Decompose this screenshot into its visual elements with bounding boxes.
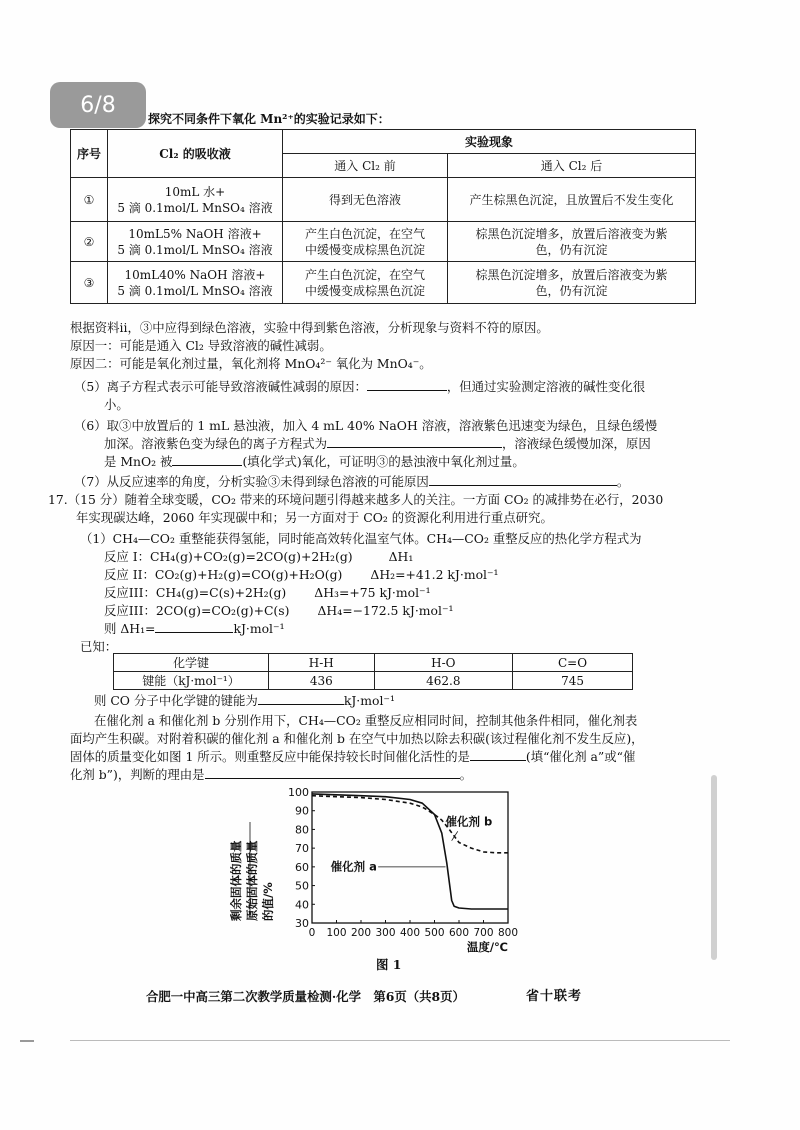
- row-before: 产生白色沉淀，在空气 中缓慢变成棕黑色沉淀: [283, 222, 448, 262]
- row-no: ③: [71, 262, 108, 304]
- row-no: ②: [71, 222, 108, 262]
- question-7: （7）从反应速率的角度，分析实验③未得到绿色溶液的可能原因 。: [74, 474, 630, 489]
- row-absorb: 10mL5% NaOH 溶液+ 5 滴 0.1mol/L MnSO₄ 溶液: [108, 222, 283, 262]
- series-line-catalyst-a: [312, 794, 508, 909]
- y-tick-label: 50: [295, 879, 309, 893]
- th-no: 序号: [71, 130, 108, 178]
- delta-h1-line: 则 ΔH₁= kJ·mol⁻¹: [104, 621, 285, 636]
- bond-cell: 键能（kJ·mol⁻¹）: [114, 672, 269, 690]
- mass-temperature-chart: [220, 780, 530, 960]
- x-tick-label: 700: [473, 927, 494, 939]
- y-axis-label: 原始固体的质量: [245, 840, 259, 921]
- th-after: 通入 Cl₂ 后: [448, 154, 696, 178]
- divider: [20, 1040, 34, 1042]
- text-line: 原因一：可能是通入 Cl₂ 导致溶液的碱性减弱。: [70, 338, 332, 353]
- problem-17: 17.（15 分）随着全球变暖，CO₂ 带来的环境问题引得越来越多人的关注。一方面 CO₂ 的减排势在必行，2030: [48, 492, 664, 507]
- row-absorb: 10mL 水+ 5 滴 0.1mol/L MnSO₄ 溶液: [108, 178, 283, 222]
- answer-blank[interactable]: [205, 766, 460, 779]
- text-line: 面均产生积碳。对附着积碳的催化剂 a 和催化剂 b 在空气中加热以除去积碳(该过程催化剂不发生反应)，: [70, 731, 644, 746]
- table-row: [71, 262, 696, 304]
- co-bond-line: 则 CO 分子中化学键的键能为 kJ·mol⁻¹: [94, 693, 395, 708]
- text-line: 化剂 b”)，判断的理由是 。: [70, 767, 472, 782]
- x-tick-label: 800: [497, 927, 519, 939]
- answer-blank[interactable]: [155, 620, 233, 633]
- row-after: 棕黑色沉淀增多，放置后溶液变为紫 色，仍有沉淀: [448, 222, 696, 262]
- answer-blank[interactable]: [258, 692, 344, 705]
- bond-header: 化学键: [114, 654, 269, 672]
- bond-header: H-O: [374, 654, 513, 672]
- row-before: 得到无色溶液: [283, 178, 448, 222]
- row-after: 棕黑色沉淀增多，放置后溶液变为紫 色，仍有沉淀: [448, 262, 696, 304]
- page-counter-badge: 6/8: [50, 82, 146, 128]
- text-line: 年实现碳达峰，2060 年实现碳中和；另一方面对于 CO₂ 的资源化利用进行重点研究。: [76, 510, 553, 525]
- table-row: [71, 178, 696, 222]
- bond-cell: 436: [269, 672, 375, 690]
- question-1: （1）CH₄—CO₂ 重整能获得氢能，同时能高效转化温室气体。CH₄—CO₂ 重整反应的热化学方程式为: [80, 531, 642, 546]
- x-tick-label: 100: [326, 927, 347, 939]
- plot-frame: [312, 792, 508, 923]
- leader-line-b: [452, 831, 458, 840]
- y-tick-label: 70: [295, 842, 309, 856]
- text-line: 小。: [104, 397, 129, 412]
- x-axis-label: 温度/℃: [466, 940, 508, 954]
- y-axis-title: [229, 822, 275, 921]
- question-6: （6）取③中放置后的 1 mL 悬浊液，加入 4 mL 40% NaOH 溶液，溶液紫色迅速变为绿色，且绿色缓慢: [74, 418, 658, 433]
- known-label: 已知：: [80, 639, 118, 654]
- text-line: 是 MnO₂ 被 (填化学式)氧化，可证明③的悬浊液中氧化剂过量。: [104, 454, 525, 469]
- intro-line: 探究不同条件下氧化 Mn²⁺的实验记录如下：: [148, 112, 390, 126]
- y-tick-label: 30: [295, 917, 309, 930]
- scrollbar[interactable]: [711, 775, 717, 960]
- y-tick-label: 90: [295, 804, 309, 818]
- x-tick-label: 500: [424, 927, 445, 939]
- x-tick-label: 200: [350, 927, 372, 939]
- row-no: ①: [71, 178, 108, 222]
- text-line: 在催化剂 a 和催化剂 b 分别作用下，CH₄—CO₂ 重整反应相同时间，控制其他条件相同，催化剂表: [94, 713, 638, 728]
- text-line: 加深。溶液紫色变为绿色的离子方程式为 ，溶液绿色缓慢加深，原因: [104, 436, 651, 451]
- answer-blank[interactable]: [172, 453, 242, 466]
- reaction-2: 反应 II：CO₂(g)+H₂(g)=CO(g)+H₂O(g) ΔH₂=+41.2 kJ·mol⁻¹: [104, 567, 499, 582]
- answer-blank[interactable]: [327, 435, 502, 448]
- figure-caption: 图 1: [376, 957, 402, 972]
- row-before: 产生白色沉淀，在空气 中缓慢变成棕黑色沉淀: [283, 262, 448, 304]
- legend-catalyst-b: 催化剂 b: [445, 814, 493, 829]
- x-tick-label: 300: [375, 927, 396, 939]
- divider: [70, 1040, 730, 1041]
- row-after: 产生棕黑色沉淀，且放置后不发生变化: [448, 178, 696, 222]
- th-before: 通入 Cl₂ 前: [283, 154, 448, 178]
- bond-header: H-H: [269, 654, 375, 672]
- answer-blank[interactable]: [470, 748, 526, 761]
- stamp-text: 省十联考: [526, 989, 583, 1004]
- x-tick-label: 0: [308, 927, 316, 939]
- reaction-1: 反应 I：CH₄(g)+CO₂(g)=2CO(g)+2H₂(g) ΔH₁: [104, 549, 414, 564]
- text-line: 原因二：可能是氧化剂过量，氧化剂将 MnO₄²⁻ 氧化为 MnO₄⁻。: [70, 356, 432, 371]
- text-line: 固体的质量变化如图 1 所示。则重整反应中能保持较长时间催化活性的是 (填“催化剂 a”或“催: [70, 749, 636, 764]
- y-axis-label: 剩余固体的质量: [229, 840, 243, 921]
- experiment-table: [70, 129, 696, 304]
- y-axis-label: 的值/%: [261, 882, 275, 921]
- answer-blank[interactable]: [429, 473, 617, 486]
- bond-cell: 462.8: [374, 672, 513, 690]
- y-tick-label: 100: [288, 786, 309, 799]
- reaction-3: 反应III：CH₄(g)=C(s)+2H₂(g) ΔH₃=+75 kJ·mol⁻¹: [104, 585, 431, 600]
- x-tick-label: 600: [448, 927, 470, 939]
- legend-catalyst-a: 催化剂 a: [330, 859, 377, 874]
- th-phenomenon: 实验现象: [283, 130, 696, 154]
- answer-blank[interactable]: [367, 378, 447, 391]
- x-tick-label: 400: [399, 927, 421, 939]
- bond-energy-table: [113, 653, 633, 690]
- y-tick-label: 40: [295, 898, 309, 912]
- footer-text: 合肥一中高三第二次教学质量检测·化学 第6页（共8页）: [146, 989, 465, 1004]
- y-tick-label: 60: [295, 860, 309, 874]
- text-line: 根据资料ii，③中应得到绿色溶液，实验中得到紫色溶液，分析现象与资料不符的原因。: [70, 320, 549, 335]
- bond-header: C=O: [513, 654, 633, 672]
- table-row: [71, 222, 696, 262]
- question-5: （5）离子方程式表示可能导致溶液碱性减弱的原因： ，但通过实验测定溶液的碱性变化很: [74, 379, 646, 394]
- bond-cell: 745: [513, 672, 633, 690]
- y-tick-label: 80: [295, 823, 309, 837]
- reaction-4: 反应III：2CO(g)=CO₂(g)+C(s) ΔH₄=−172.5 kJ·mol⁻¹: [104, 603, 454, 618]
- th-absorb: Cl₂ 的吸收液: [108, 130, 283, 178]
- row-absorb: 10mL40% NaOH 溶液+ 5 滴 0.1mol/L MnSO₄ 溶液: [108, 262, 283, 304]
